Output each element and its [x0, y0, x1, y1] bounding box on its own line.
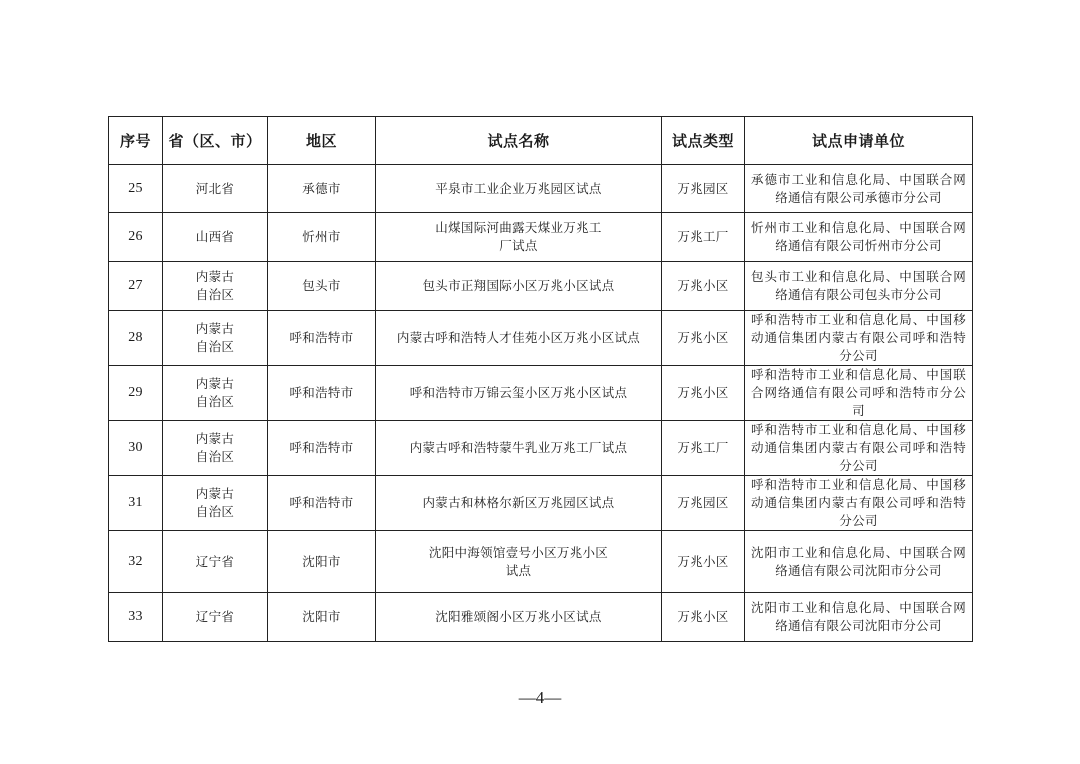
pilot-table-container	[108, 116, 972, 642]
cell-no: 25	[109, 165, 163, 213]
cell-region: 忻州市	[268, 213, 376, 262]
cell-region: 承德市	[268, 165, 376, 213]
cell-pilot-name: 呼和浩特市万锦云玺小区万兆小区试点	[376, 366, 662, 421]
pilot-table	[108, 116, 973, 642]
cell-no: 31	[109, 476, 163, 531]
cell-pilot-name: 内蒙古呼和浩特人才佳苑小区万兆小区试点	[376, 311, 662, 366]
cell-applicant: 承德市工业和信息化局、中国联合网络通信有限公司承德市分公司	[745, 165, 973, 213]
table-row	[109, 165, 973, 213]
cell-region: 沈阳市	[268, 593, 376, 642]
cell-no: 30	[109, 421, 163, 476]
cell-region: 呼和浩特市	[268, 366, 376, 421]
header-region: 地区	[268, 117, 376, 165]
cell-no: 27	[109, 262, 163, 311]
cell-pilot-type: 万兆小区	[662, 311, 745, 366]
cell-pilot-name: 包头市正翔国际小区万兆小区试点	[376, 262, 662, 311]
cell-applicant: 呼和浩特市工业和信息化局、中国移动通信集团内蒙古有限公司呼和浩特分公司	[745, 311, 973, 366]
cell-pilot-name: 内蒙古呼和浩特蒙牛乳业万兆工厂试点	[376, 421, 662, 476]
cell-no: 33	[109, 593, 163, 642]
table-row	[109, 213, 973, 262]
cell-province: 辽宁省	[163, 531, 268, 593]
cell-region: 包头市	[268, 262, 376, 311]
cell-region: 沈阳市	[268, 531, 376, 593]
cell-region: 呼和浩特市	[268, 421, 376, 476]
cell-province: 内蒙古自治区	[163, 366, 268, 421]
cell-applicant: 包头市工业和信息化局、中国联合网络通信有限公司包头市分公司	[745, 262, 973, 311]
cell-pilot-type: 万兆小区	[662, 531, 745, 593]
header-no: 序号	[109, 117, 163, 165]
header-pilot-name: 试点名称	[376, 117, 662, 165]
cell-pilot-type: 万兆小区	[662, 593, 745, 642]
cell-province: 辽宁省	[163, 593, 268, 642]
cell-applicant: 呼和浩特市工业和信息化局、中国联合网络通信有限公司呼和浩特市分公司	[745, 366, 973, 421]
cell-no: 28	[109, 311, 163, 366]
header-pilot-type: 试点类型	[662, 117, 745, 165]
page-number: —4—	[518, 688, 562, 707]
cell-province: 内蒙古自治区	[163, 262, 268, 311]
table-row	[109, 311, 973, 366]
cell-pilot-name: 山煤国际河曲露天煤业万兆工厂试点	[376, 213, 662, 262]
table-row	[109, 262, 973, 311]
cell-province: 河北省	[163, 165, 268, 213]
cell-pilot-name: 内蒙古和林格尔新区万兆园区试点	[376, 476, 662, 531]
cell-pilot-name: 平泉市工业企业万兆园区试点	[376, 165, 662, 213]
table-row	[109, 531, 973, 593]
cell-no: 26	[109, 213, 163, 262]
cell-pilot-type: 万兆工厂	[662, 421, 745, 476]
cell-pilot-type: 万兆园区	[662, 476, 745, 531]
cell-region: 呼和浩特市	[268, 476, 376, 531]
cell-applicant: 忻州市工业和信息化局、中国联合网络通信有限公司忻州市分公司	[745, 213, 973, 262]
cell-region: 呼和浩特市	[268, 311, 376, 366]
cell-no: 32	[109, 531, 163, 593]
cell-pilot-name: 沈阳雅颂阁小区万兆小区试点	[376, 593, 662, 642]
cell-applicant: 沈阳市工业和信息化局、中国联合网络通信有限公司沈阳市分公司	[745, 531, 973, 593]
cell-pilot-name: 沈阳中海领馆壹号小区万兆小区试点	[376, 531, 662, 593]
cell-applicant: 呼和浩特市工业和信息化局、中国移动通信集团内蒙古有限公司呼和浩特分公司	[745, 476, 973, 531]
cell-province: 内蒙古自治区	[163, 311, 268, 366]
header-province: 省（区、市）	[163, 117, 268, 165]
cell-province: 山西省	[163, 213, 268, 262]
cell-applicant: 沈阳市工业和信息化局、中国联合网络通信有限公司沈阳市分公司	[745, 593, 973, 642]
table-row	[109, 476, 973, 531]
cell-province: 内蒙古自治区	[163, 476, 268, 531]
table-header-row	[109, 117, 973, 165]
cell-pilot-type: 万兆工厂	[662, 213, 745, 262]
cell-pilot-type: 万兆园区	[662, 165, 745, 213]
cell-province: 内蒙古自治区	[163, 421, 268, 476]
table-row	[109, 366, 973, 421]
header-applicant: 试点申请单位	[745, 117, 973, 165]
cell-no: 29	[109, 366, 163, 421]
table-row	[109, 421, 973, 476]
cell-applicant: 呼和浩特市工业和信息化局、中国移动通信集团内蒙古有限公司呼和浩特分公司	[745, 421, 973, 476]
table-row	[109, 593, 973, 642]
cell-pilot-type: 万兆小区	[662, 262, 745, 311]
cell-pilot-type: 万兆小区	[662, 366, 745, 421]
